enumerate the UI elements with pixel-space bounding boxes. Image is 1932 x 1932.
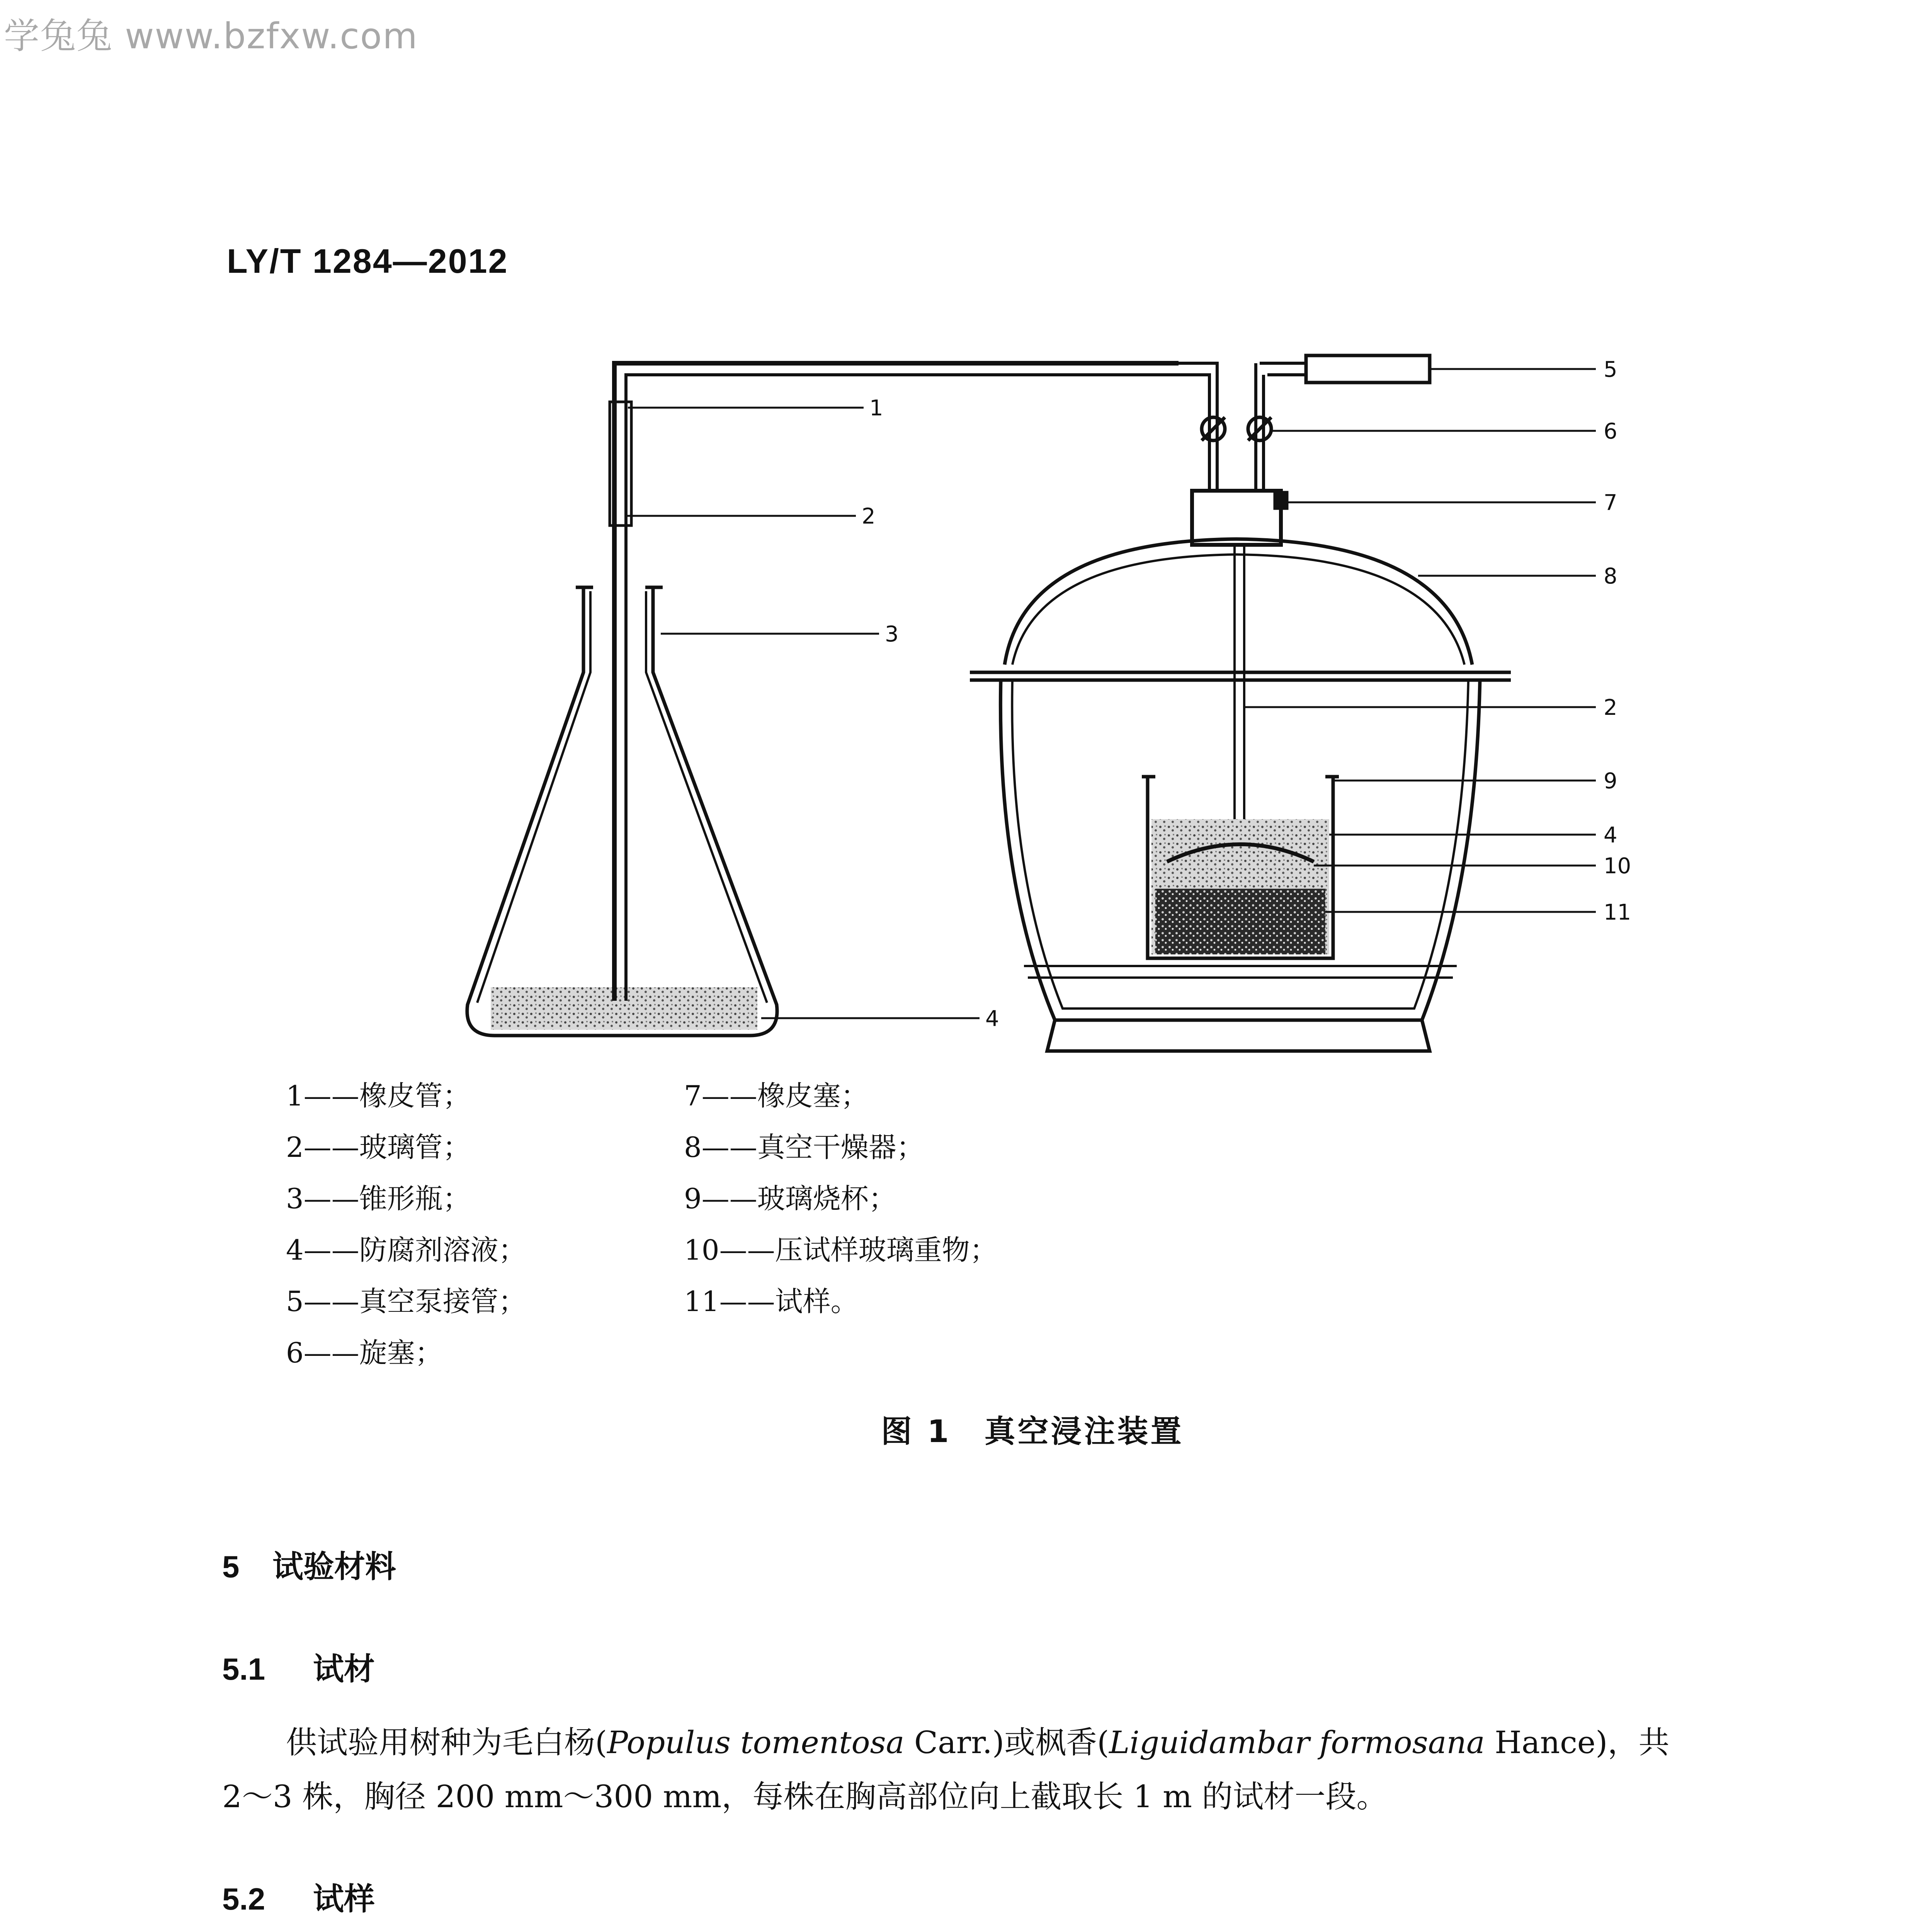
legend-item: 9——玻璃烧杯；	[684, 1182, 896, 1215]
callout-label: 8	[1604, 564, 1617, 589]
callout-label: 2	[862, 504, 876, 529]
preservative-solution	[491, 987, 757, 1030]
rubber-stopper	[1192, 491, 1281, 545]
legend-item: 6——旋塞；	[286, 1337, 443, 1369]
legend-item: 2——玻璃管；	[286, 1131, 471, 1163]
rubber-tube	[614, 363, 1179, 1001]
vacuum-impregnation-diagram	[444, 340, 1642, 1074]
legend-right	[684, 1070, 998, 1327]
legend-item: 8——真空干燥器；	[684, 1131, 924, 1163]
legend-item: 11——试样。	[684, 1285, 859, 1318]
callout-label: 4	[985, 1006, 999, 1031]
callout-label: 2	[1604, 695, 1617, 720]
legend-item: 4——防腐剂溶液；	[286, 1234, 526, 1266]
callout-label: 10	[1604, 854, 1631, 879]
callout-label: 11	[1604, 900, 1631, 925]
legend-item: 1——橡皮管；	[286, 1080, 471, 1112]
legend-item: 5——真空泵接管；	[286, 1285, 526, 1318]
callout-label: 6	[1604, 419, 1617, 444]
section-heading-5-1: 5.1 试材	[222, 1651, 375, 1687]
section-heading-5-2: 5.2 试样	[222, 1881, 375, 1917]
vacuum-desiccator	[1005, 539, 1472, 665]
paragraph-5-1-line2: 2～3 株，胸径 200 mm～300 mm，每株在胸高部位向上截取长 1 m 的试材一段。	[222, 1779, 1388, 1815]
legend-item: 3——锥形瓶；	[286, 1182, 471, 1215]
figure-caption: 图 1 真空浸注装置	[881, 1413, 1184, 1449]
paragraph-5-1-line1: 供试验用树种为毛白杨(Populus tomentosa Carr.)或枫香(Liguidambar formosana Hance)，共	[286, 1725, 1670, 1760]
callout-label: 3	[885, 622, 899, 647]
document-id: LY/T 1284—2012	[227, 242, 509, 280]
legend-item: 10——压试样玻璃重物；	[684, 1234, 998, 1266]
watermark: 学兔兔 www.bzfxw.com	[4, 15, 418, 57]
callout-label: 7	[1604, 490, 1617, 515]
legend-item: 7——橡皮塞；	[684, 1080, 869, 1112]
conical-flask	[467, 587, 777, 1036]
wood-specimens	[1155, 889, 1325, 954]
vacuum-pump-tube	[1306, 355, 1430, 383]
callout-label: 5	[1604, 357, 1617, 382]
section-heading-5: 5 试验材料	[222, 1549, 396, 1585]
legend-left	[286, 1070, 526, 1379]
callout-label: 1	[869, 396, 883, 421]
callout-label: 4	[1604, 823, 1617, 848]
callout-label: 9	[1604, 769, 1617, 794]
